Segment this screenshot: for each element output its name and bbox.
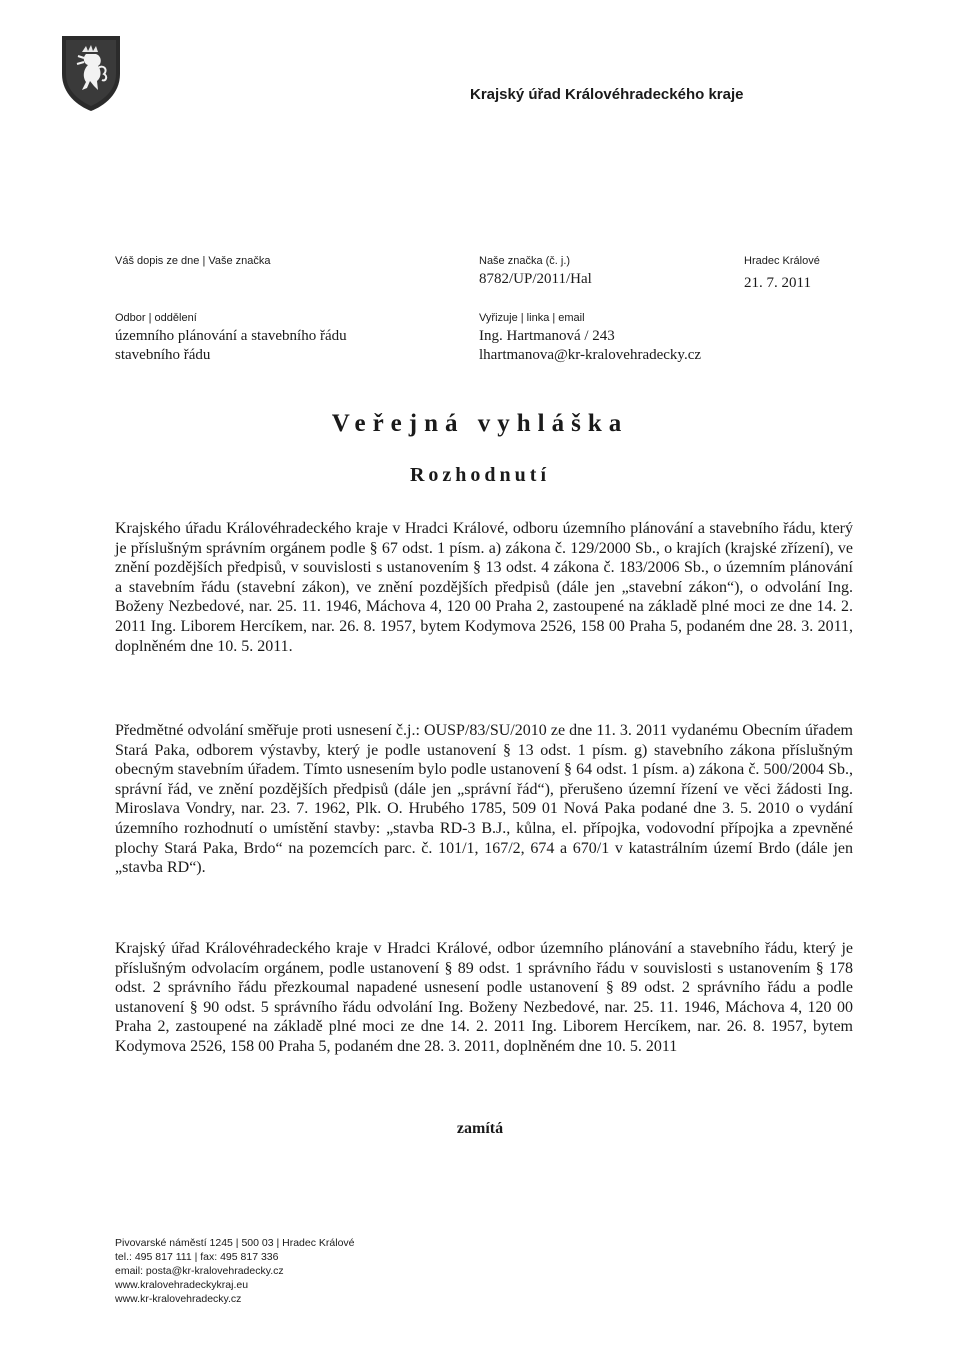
footer [115, 1236, 355, 1306]
footer-address: Pivovarské náměstí 1245 | 500 03 | Hradec Králové [115, 1237, 355, 1249]
footer-web-1: www.kralovehradeckykraj.eu [115, 1279, 249, 1291]
contact-name: Ing. Hartmanová / 243 [479, 328, 615, 344]
department-label: Odbor | oddělení [115, 312, 197, 324]
footer-web-2: www.kr-kralovehradecky.cz [115, 1293, 242, 1305]
organization-name: Krajský úřad Královéhradeckého kraje [470, 86, 744, 103]
footer-phone: tel.: 495 817 111 | fax: 495 817 336 [115, 1251, 279, 1263]
paragraph-3: Krajský úřad Královéhradeckého kraje v Hradci Králové, odbor územního plánování a stavebního řádu, který je příslušným odvolacím orgánem, podle ustanovení § 89 odst. 1 správního řádu v souvislosti s ustanovením § 178 odst. 2 správního řádu přezkoumal napadené usnesení podle ustanovení § 89 odst. 2 správního řádu a podle ustanovení § 90 odst. 5 správního řádu odvolání Ing. Boženy Nezbedové, nar. 25. 11. 1946, Máchova 4, 120 00 Praha 2, zastoupené na základě plné moci ze dne 14. 2. 2011 Ing. Liborem Hercíkem, nar. 26. 8. 1957, bytem Kodymova 2526, 158 00 Praha 5, podaném dne 28. 3. 2011, doplněném dne 10. 5. 2011 [115, 940, 853, 1055]
document-title: Veřejná vyhláška [331, 410, 629, 437]
footer-email: email: posta@kr-kralovehradecky.cz [115, 1265, 284, 1277]
section-value: stavebního řádu [115, 347, 211, 363]
our-reference-label: Naše značka (č. j.) [479, 255, 571, 267]
verdict: zamítá [456, 1120, 504, 1137]
date-value: 21. 7. 2011 [744, 275, 811, 291]
department-value: územního plánování a stavebního řádu [115, 328, 347, 344]
coat-of-arms-icon [60, 34, 122, 112]
contact-label: Vyřizuje | linka | email [479, 312, 585, 324]
place-label: Hradec Králové [744, 255, 820, 267]
contact-email: lhartmanova@kr-kralovehradecky.cz [479, 347, 702, 363]
paragraph-2: Předmětné odvolání směřuje proti usnesení č.j.: OUSP/83/SU/2010 ze dne 11. 3. 2011 vydanému Obecním úřadem Stará Paka, odborem výstavby, který je podle ustanovení § 13 odst. 1 písm. g) stavebního zákona příslušným obecným stavebním úřadem. Tímto usnesením bylo podle ustanovení § 64 odst. 1 písm. a) zákona č. 500/2004 Sb., správní řád, ve znění pozdějších předpisů (dále jen „správní řád“), přerušeno územní řízení ve věci žádosti Ing. Miroslava Vondry, nar. 23. 7. 1962, Plk. O. Hrubého 1785, 509 01 Nová Paka podané dne 3. 5. 2010 o vydání územního rozhodnutí o umístění stavby: „stavba RD-3 B.J., kůlna, el. přípojka, vodovodní přípojka a zpevněné plochy Stará Paka, Brdo“ na pozemcích parc. č. 101/1, 167/2, 674 a 670/1 v katastrálním území Brdo (dále jen „stavba RD“). [115, 722, 853, 877]
our-reference-value: 8782/UP/2011/Hal [479, 271, 592, 287]
their-reference-label: Váš dopis ze dne | Vaše značka [115, 255, 271, 267]
document-subtitle: Rozhodnutí [409, 464, 551, 486]
paragraph-1: Krajského úřadu Královéhradeckého kraje v Hradci Králové, odboru územního plánování a stavebního řádu, který je příslušným správním orgánem podle § 67 odst. 1 písm. a) zákona č. 129/2000 Sb., o krajích (krajské zřízení), ve znění pozdějších předpisů, v souvislosti s ustanovením § 13 odst. 4 zákona č. 183/2006 Sb., o územním plánování a stavebním řádu (stavební zákon), ve znění pozdějších předpisů (dále jen „stavební zákon“), o odvolání Ing. Boženy Nezbedové, nar. 25. 11. 1946, Máchova 4, 120 00 Praha 2, zastoupené na základě plné moci ze dne 14. 2. 2011 Ing. Liborem Hercíkem, nar. 26. 8. 1957, bytem Kodymova 2526, 158 00 Praha 5, podaném dne 28. 3. 2011, doplněném dne 10. 5. 2011. [115, 520, 853, 655]
